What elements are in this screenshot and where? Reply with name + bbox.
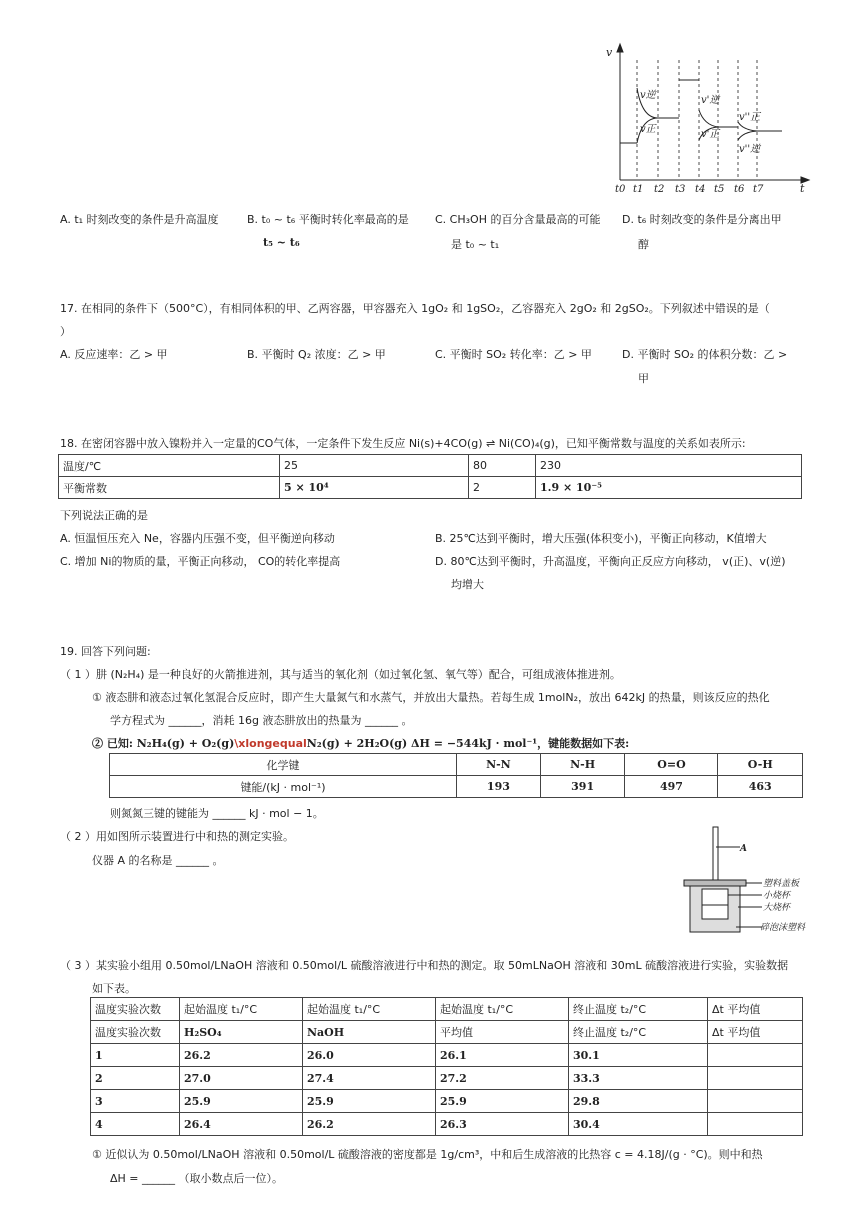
tick-label: t6 — [734, 184, 745, 195]
label-lid: 塑料盖板 — [763, 879, 800, 889]
q17-stem: 17. 在相同的条件下（500°C），有相同体积的甲、乙两容器，甲容器充入 1gO₂ 和 1gSO₂，乙容器充入 2gO₂ 和 2gSO₂。下列叙述中错误的是（ — [60, 302, 770, 315]
q19-part1: （ 1 ）肼 (N₂H₄) 是一种良好的火箭推进剂，其与适当的氧化剂（如过氧化氢、氧气等）配合，可组成液体推进剂。 — [60, 668, 621, 681]
label-foam: 碎泡沫塑料 — [760, 923, 806, 933]
table-row: 1 26.2 26.0 26.1 30.1 — [91, 1044, 803, 1067]
table-row: 平衡常数 5 × 10⁴ 2 1.9 × 10⁻⁵ — [59, 477, 802, 499]
q19-part1-i-cont: 学方程式为 ______，消耗 16g 液态肼放出的热量为 ______ 。 — [110, 714, 413, 727]
label-small-beaker: 小烧杯 — [763, 891, 791, 901]
q17-option-a: A. 反应速率：乙 > 甲 — [60, 348, 168, 361]
q19-part2: （ 2 ）用如图所示装置进行中和热的测定实验。 — [60, 830, 294, 843]
tick-label: t2 — [654, 184, 665, 195]
tick-label: t0 — [615, 184, 626, 195]
label-big-beaker: 大烧杯 — [763, 903, 791, 913]
q19-heading: 19. 回答下列问题: — [60, 645, 151, 658]
q18-option-a: A. 恒温恒压充入 Ne，容器内压强不变，但平衡逆向移动 — [60, 532, 335, 545]
curve-label: v''逆 — [739, 144, 761, 155]
bond-energy-table — [109, 753, 803, 798]
q19-part1-ii: ② 已知: N₂H₄(g) + O₂(g)\xlongequalN₂(g) + 2H₂O(g) ΔH = −544kJ · mol⁻¹，键能数据如下表: — [92, 737, 630, 750]
q19-part1-i: ① 液态肼和液态过氧化氢混合反应时，即产生大量氮气和水蒸气，并放出大量热。若每生成 1molN₂，放出 642kJ 的热量，则该反应的热化 — [92, 691, 770, 704]
q16-option-b-cont: t₅ ~ t₆ — [263, 236, 300, 249]
curve-label: v'逆 — [701, 95, 720, 106]
q17-option-c: C. 平衡时 SO₂ 转化率：乙 > 甲 — [435, 348, 592, 361]
latex-artifact: \xlongequal — [234, 737, 307, 750]
q17-option-d: D. 平衡时 SO₂ 的体积分数：乙 > — [622, 348, 788, 361]
x-axis-label: t — [800, 182, 805, 195]
q19-part3-q1: ① 近似认为 0.50mol/LNaOH 溶液和 0.50mol/L 硫酸溶液的密度都是 1g/cm³，中和后生成溶液的比热容 c = 4.18J/(g · °C)。则中和热 — [92, 1148, 763, 1161]
q17-option-b: B. 平衡时 Q₂ 浓度：乙 > 甲 — [247, 348, 386, 361]
table-row: 键能/(kJ · mol⁻¹) 193 391 497 463 — [110, 776, 803, 798]
table-row: 温度实验次数 H₂SO₄ NaOH 平均值 终止温度 t₂/°C Δt 平均值 — [91, 1021, 803, 1044]
small-beaker — [702, 889, 728, 919]
tick-label: t4 — [695, 184, 706, 195]
calorimeter-apparatus — [680, 825, 810, 940]
q18-option-d: D. 80℃达到平衡时，升高温度，平衡向正反应方向移动， v(正)、v(逆) — [435, 555, 786, 568]
q16-option-a: A. t₁ 时刻改变的条件是升高温度 — [60, 213, 219, 226]
q18-stem: 18. 在密闭容器中放入镍粉并入一定量的CO气体，一定条件下发生反应 Ni(s)+4CO(g) ⇌ Ni(CO)₄(g)，已知平衡常数与温度的关系如表所示: — [60, 437, 746, 450]
q16-option-b: B. t₀ ~ t₆ 平衡时转化率最高的是 — [247, 213, 409, 226]
q16-option-d: D. t₆ 时刻改变的条件是分离出甲 — [622, 213, 782, 226]
q18-option-b: B. 25℃达到平衡时，增大压强(体积变小)，平衡正向移动，K值增大 — [435, 532, 767, 545]
table-row: 2 27.0 27.4 27.2 33.3 — [91, 1067, 803, 1090]
table-row: 化学键 N-N N-H O=O O-H — [110, 754, 803, 776]
q19-part2-question: 仪器 A 的名称是 ______ 。 — [92, 854, 224, 867]
q18-option-d-cont: 均增大 — [451, 578, 484, 591]
q17-option-d-cont: 甲 — [638, 372, 649, 385]
plastic-lid — [684, 880, 746, 886]
tick-label: t7 — [753, 184, 764, 195]
tick-label: t5 — [714, 184, 725, 195]
curve-label: v逆 — [640, 90, 656, 101]
curve-label: v'正 — [701, 129, 720, 140]
q19-part3: （ 3 ）某实验小组用 0.50mol/LNaOH 溶液和 0.50mol/L 硫酸溶液进行中和热的测定。取 50mLNaOH 溶液和 30mL 硫酸溶液进行实验，实验数据 — [60, 959, 789, 972]
velocity-time-graph — [600, 40, 815, 195]
q19-part1-iii: 则氮氮三键的键能为 ______ kJ · mol − 1。 — [110, 807, 324, 820]
equilibrium-constant-table — [58, 454, 802, 499]
y-axis-label: v — [606, 46, 613, 59]
q16-option-d-cont: 醇 — [638, 238, 649, 251]
experiment-data-table — [90, 997, 803, 1136]
table-row: 温度/℃ 25 80 230 — [59, 455, 802, 477]
table-row: 3 25.9 25.9 25.9 29.8 — [91, 1090, 803, 1113]
q17-stem-cont: ） — [60, 325, 71, 338]
tick-label: t3 — [675, 184, 686, 195]
q16-option-c-cont: 是 t₀ ~ t₁ — [451, 238, 500, 251]
tick-label: t1 — [633, 184, 644, 195]
q19-part3-q1-cont: ΔH = ______ （取小数点后一位）。 — [110, 1172, 284, 1185]
table-row: 4 26.4 26.2 26.3 30.4 — [91, 1113, 803, 1136]
label-a: A — [740, 844, 747, 854]
q18-prompt: 下列说法正确的是 — [60, 509, 148, 522]
q16-option-c: C. CH₃OH 的百分含量最高的可能 — [435, 213, 601, 226]
q19-part3-cont: 如下表。 — [92, 982, 136, 995]
q18-option-c: C. 增加 Ni的物质的量，平衡正向移动， CO的转化率提高 — [60, 555, 341, 568]
curve-label: v''正 — [739, 112, 761, 123]
table-row: 温度实验次数 起始温度 t₁/°C 起始温度 t₁/°C 起始温度 t₁/°C 终止温度 t₂/°C Δt 平均值 — [91, 998, 803, 1021]
curve-label: v正 — [640, 124, 656, 135]
